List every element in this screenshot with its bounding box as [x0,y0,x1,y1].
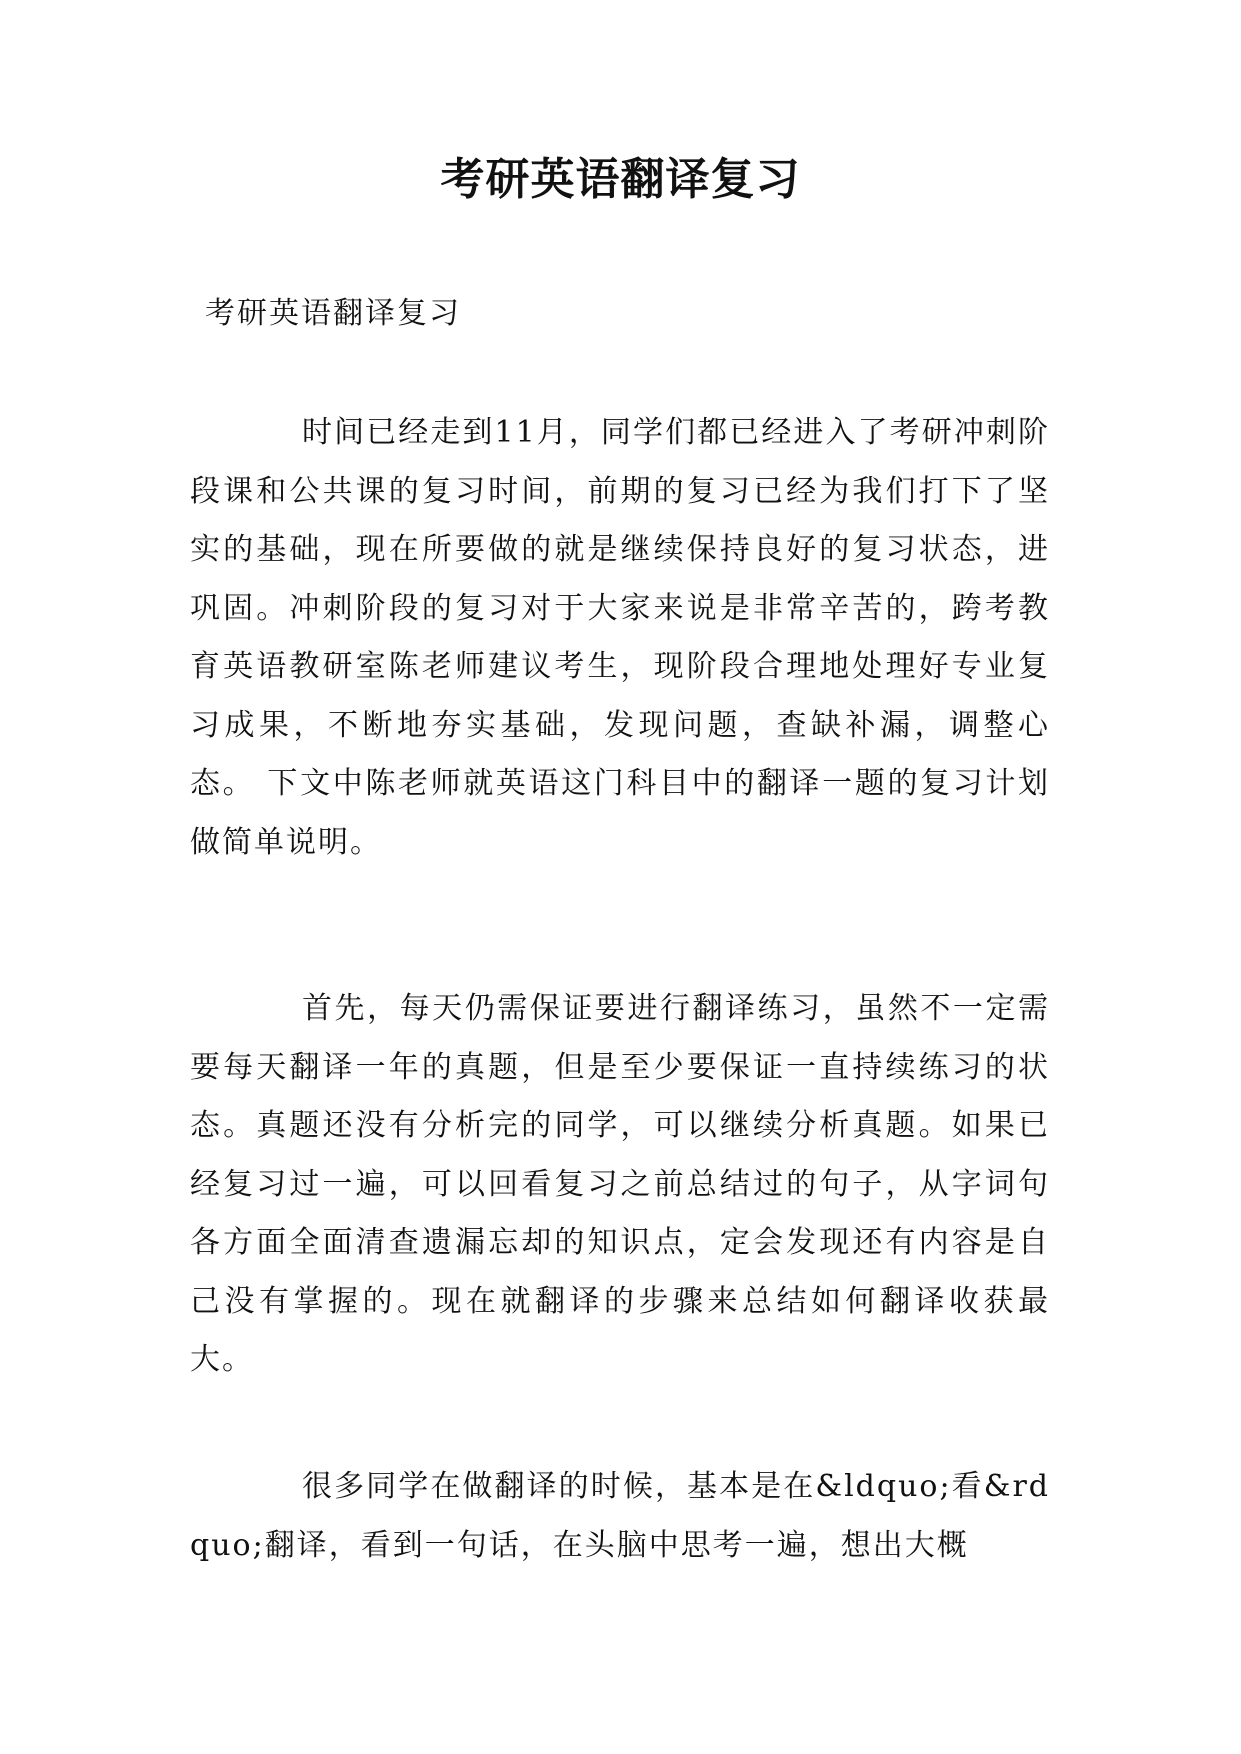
paragraph-first-step: 首先，每天仍需保证要进行翻译练习，虽然不一定需要每天翻译一年的真题，但是至少要保证一直持续练习的状态。真题还没有分析完的同学，可以继续分析真题。如果已经复习过一遍，可以回看复习之前总结过的句子，从字词句各方面全面清查遗漏忘却的知识点，定会发现还有内容是自己没有掌握的。现在就翻译的步骤来总结如何翻译收获最大。 [190,991,1050,1377]
paragraph-intro: 时间已经走到11月，同学们都已经进入了考研冲刺阶段课和公共课的复习时间，前期的复习已经为我们打下了坚实的基础，现在所要做的就是继续保持良好的复习状态，进巩固。冲刺阶段的复习对于大家来说是非常辛苦的，跨考教育英语教研室陈老师建议考生，现阶段合理地处理好专业复习成果，不断地夯实基础，发现问题，查缺补漏，调整心态。 下文中陈老师就英语这门科目中的翻译一题的复习计划做简单说明。 [190,415,1050,860]
paragraph-translation-habit: 很多同学在做翻译的时候，基本是在&ldquo;看&rdquo;翻译，看到一句话，在头脑中思考一遍，想出大概 [190,1469,1050,1563]
document-subtitle: 考研英语翻译复习 [205,296,461,331]
page-title: 考研英语翻译复习 [440,154,801,205]
